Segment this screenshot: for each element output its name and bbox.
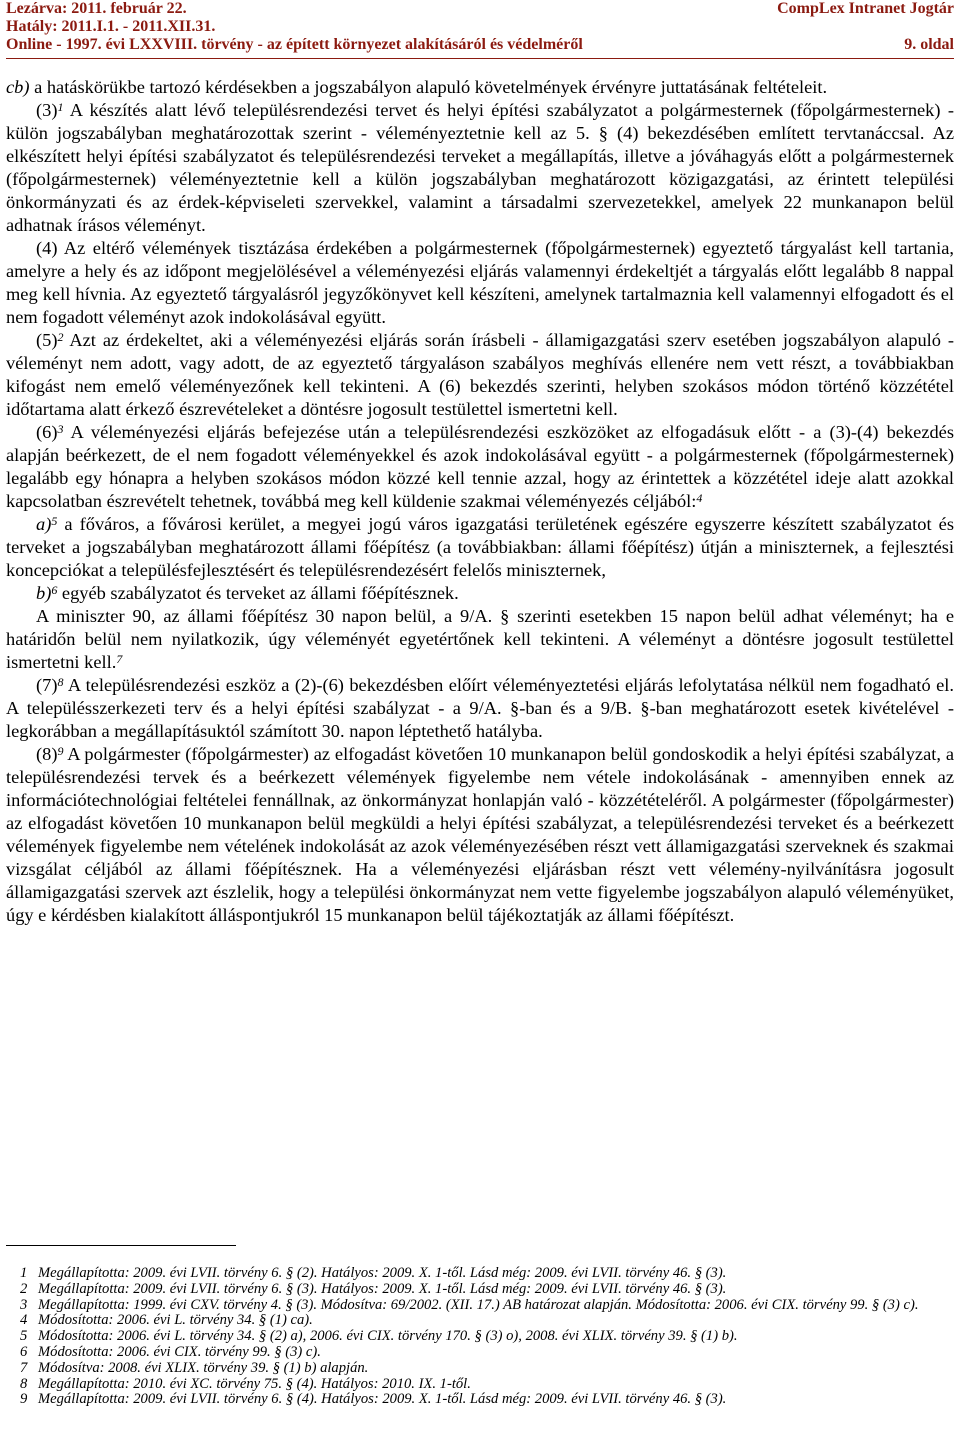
- footnote-ref[interactable]: 8: [57, 675, 64, 689]
- document-body: [6, 76, 954, 927]
- footnote-item: 6 Módosította: 2006. évi CIX. törvény 99. § (3) c).: [20, 1343, 321, 1360]
- paragraph-5: $(5)^2$ Azt az érdekeltet, aki a véleményezési eljárás során írásbeli - államigazgatási szerv esetében jogszabályon alapuló - véleményt nem adott, vagy adott, de az egyeztető tárgyaláson szabályos meghívás ellenére nem vett részt, a továbbiakban kifogást nem emelő véleményezőnek kell tekinteni. A (6) bekezdés szerinti, helyben szokásos módon történő közzététel időtartama alatt érkező észrevételeket a döntésre jogosult testülettel ismertetni kell.: [6, 330, 954, 419]
- footnote-item: 7 Módosítva: 2008. évi XLIX. törvény 39. § (1) b) alapján.: [20, 1359, 369, 1376]
- page-number: 9. oldal: [904, 36, 954, 53]
- paragraph-8: $(8)^9$ A polgármester (főpolgármester) az elfogadást követően 10 munkanapon belül gondoskodik a helyi építési szabályzat, a településrendezési tervek és a beérkezett vélemények figyelembe nem vétele indokolásának - amennyiben ennek az információtechnológiai feltételei fennállnak, az önkormányzat honlapján való - közzétételéről. A polgármester (főpolgármester) az elfogadást követően 10 munkanapon belül megküldi a helyi építési szabályzat, a településrendezési terveket és a beérkezett vélemények figyelembe nem vételének indokolását az azok véleményezésében részt vett államigazgatási szerveknek és szakmai vizsgálat céljából az állami főépítésznek. Ha a véleményezési eljárásban részt vett vélemény-nyilvánításra jogosult államigazgatási szervek azt észlelik, hogy a települési önkormányzat nem vette figyelembe jogszabályon alapuló véleményüket, úgy e kérdésben kialakított álláspontjukról 15 munkanapon belül tájékoztatják az állami főépítészt.: [6, 744, 954, 925]
- footnote-item: 2 Megállapította: 2009. évi LVII. törvény 6. § (3). Hatályos: 2009. X. 1-től. Lásd még: 2009. évi LVII. törvény 46. § (3).: [20, 1280, 727, 1297]
- validity-period: Hatály: 2011.I.1. - 2011.XII.31.: [6, 18, 216, 35]
- paragraph-minister: A miniszter 90, az állami főépítész 30 napon belül, a 9/A. § szerinti esetekben 15 napon belül adhat véleményt; ha e határidőn belül nem nyilatkozik, úgy véleményét egyetértőnek kell tekinteni. A véleményt a döntésre jogosult testülettel ismertetni kell.$^7$: [6, 606, 954, 672]
- footnote-item: 8 Megállapította: 2010. évi XC. törvény 75. § (4). Hatályos: 2010. IX. 1-től.: [20, 1375, 471, 1392]
- paragraph-3: $(3)^1$ A készítés alatt lévő településrendezési tervet és helyi építési szabályzatot a polgármesternek (főpolgármesternek) - külön jogszabályban meghatározottak szerint - véleményeztetnie kell az 5. § (4) bekezdésében említett tervtanáccsal. Az elkészített helyi építési szabályzatot és településrendezési terveket a megállapítás, illetve a jóváhagyás előtt a polgármesternek (főpolgármesternek) véleményeztetnie kell a külön jogszabályban meghatározott közigazgatási, az érintett települési önkormányzati és az érdek-képviseleti szervekkel, valamint a társadalmi szervezetekkel, amelyek 22 munkanapon belül adhatnak írásos véleményt.: [6, 100, 954, 235]
- paragraph-6a: a)$^5$ a főváros, a fővárosi kerület, a megyei jogú város igazgatási területének egészére egyszerre készített szabályzatot és terveket a jogszabályban meghatározott állami főépítész (a továbbiakban: állami főépítész) útján a miniszternek, a fejlesztési koncepciókat a településfejlesztésért és településrendezésért felelős miniszternek,: [6, 514, 954, 580]
- paragraph-4: (4) Az eltérő vélemények tisztázása érdekében a polgármesternek (főpolgármesternek) egyeztető tárgyalást kell tartania, amelyre a hely és az időpont megjelölésével a véleményezési eljárás valamennyi érdekeltjét a tárgyalás előtt legalább 8 nappal meg kell hívnia. Az egyeztető tárgyalásról jegyzőkönyvet kell készíteni, amelynek tartalmaznia kell valamennyi elfogadott és el nem fogadott véleményt azok indokolásával együtt.: [6, 238, 954, 327]
- point-label: b): [36, 583, 52, 603]
- footnotes: [6, 1266, 954, 1408]
- footnote-item: 4 Módosította: 2006. évi L. törvény 34. § (1) ca).: [20, 1312, 313, 1329]
- page-header: [6, 0, 954, 54]
- footnote-ref[interactable]: 1: [57, 100, 64, 114]
- act-title: Online - 1997. évi LXXVIII. törvény - az épített környezet alakításáról és védelméről: [6, 36, 583, 53]
- footnote-ref[interactable]: 5: [51, 514, 58, 528]
- header-divider: [6, 58, 954, 59]
- closing-date: Lezárva: 2011. február 22.: [6, 0, 187, 17]
- brand-name: CompLex Intranet Jogtár: [777, 0, 954, 17]
- point-label: a): [36, 514, 52, 534]
- footnote-ref[interactable]: 2: [57, 330, 64, 344]
- footnote-ref[interactable]: 9: [57, 744, 64, 758]
- header-row-2: [6, 18, 954, 36]
- footnote-divider: [6, 1245, 236, 1246]
- paragraph-6b: b)$^6$ egyéb szabályzatot és terveket az állami főépítésznek.: [36, 583, 459, 603]
- footnote-item: 1 Megállapította: 2009. évi LVII. törvény 6. § (2). Hatályos: 2009. X. 1-től. Lásd még: 2009. évi LVII. törvény 46. § (3).: [20, 1265, 727, 1281]
- paragraph-7: $(7)^8$ A településrendezési eszköz a (2)-(6) bekezdésben előírt véleményeztetési eljárás lefolytatása nélkül nem fogadható el. A településszerkezeti terv és a helyi építési szabályzat - a 9/A. §-ban és a 9/B. §-ban meghatározott esetek kivételével - legkorábban a megállapításuktól számított 30. napon léptethető hatályba.: [6, 675, 954, 741]
- footnote-ref[interactable]: 6: [51, 583, 58, 597]
- paragraph-cb: cb) a hatáskörükbe tartozó kérdésekben a jogszabályon alapuló követelmények érvényre juttatásának feltételeit.: [6, 77, 828, 97]
- footnote-item: 3 Megállapította: 1999. évi CXV. törvény 4. § (3). Módosítva: 69/2002. (XII. 17.) AB határozat alapján. Módosította: 2006. évi CIX. törvény 99. § (3) c).: [20, 1296, 919, 1313]
- footnote-item: 9 Megállapította: 2009. évi LVII. törvény 6. § (4). Hatályos: 2009. X. 1-től. Lásd még: 2009. évi LVII. törvény 46. § (3).: [20, 1391, 727, 1408]
- point-label: cb): [6, 77, 30, 97]
- footnote-ref[interactable]: 7: [116, 652, 123, 666]
- header-row-1: [6, 0, 954, 18]
- paragraph-6: $(6)^3$ A véleményezési eljárás befejezése után a településrendezési eszközöket az elfogadásuk előtt - a (3)-(4) bekezdés alapján beérkezett, de el nem fogadott véleményekkel és azok indokolásával együtt - a polgármesternek (főpolgármesternek) legalább egy hónapra a helyben szokásos módon közzé kell tennie azzal, hogy az érintettek a közzététel ideje alatt azokkal kapcsolatban észrevételt tehetnek, továbbá meg kell küldenie szakmai véleményezés céljából:$^4$: [6, 422, 954, 511]
- header-row-3: [6, 36, 954, 54]
- footnote-item: 5 Módosította: 2006. évi L. törvény 34. § (2) a), 2006. évi CIX. törvény 170. § (3) o), 2008. évi XLIX. törvény 39. § (1) b).: [20, 1328, 738, 1345]
- footnote-ref[interactable]: 3: [57, 422, 64, 436]
- footnote-ref[interactable]: 4: [696, 491, 703, 505]
